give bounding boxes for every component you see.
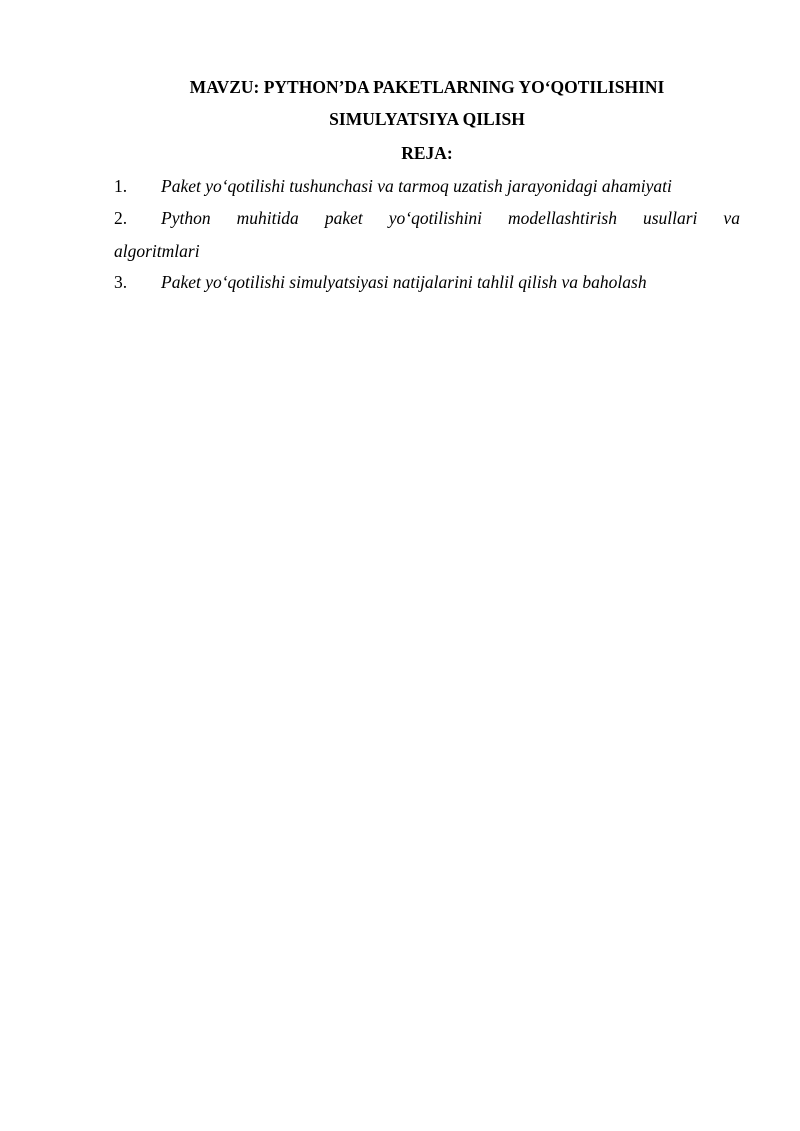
plan-item-number: 2. bbox=[114, 208, 128, 228]
plan-item-word: va bbox=[723, 208, 740, 228]
plan-item-word: usullari bbox=[642, 208, 698, 228]
plan-item-number: 3. bbox=[114, 272, 128, 292]
plan-item-text: Paket yo‘qotilishi simulyatsiyasi natijalarini tahlil qilish va baholash bbox=[161, 272, 647, 292]
plan-item-2-continuation: algoritmlari bbox=[114, 241, 200, 261]
plan-heading: REJA: bbox=[401, 143, 453, 163]
plan-item-word: modellashtirish bbox=[508, 208, 617, 228]
plan-item-word: muhitida bbox=[236, 208, 299, 228]
document-title-line-1: MAVZU: PYTHON’DA PAKETLARNING YO‘QOTILISHINI bbox=[189, 77, 665, 97]
plan-item-word: yo‘qotilishini bbox=[388, 208, 483, 228]
plan-item-text: Paket yo‘qotilishi tushunchasi va tarmoq uzatish jarayonidagi ahamiyati bbox=[161, 176, 672, 196]
document-title-line-2: SIMULYATSIYA QILISH bbox=[329, 109, 525, 129]
plan-item-number: 1. bbox=[114, 176, 128, 196]
plan-item-word: paket bbox=[324, 208, 363, 228]
plan-item-word: Python bbox=[161, 208, 211, 228]
plan-item-text bbox=[161, 208, 740, 228]
